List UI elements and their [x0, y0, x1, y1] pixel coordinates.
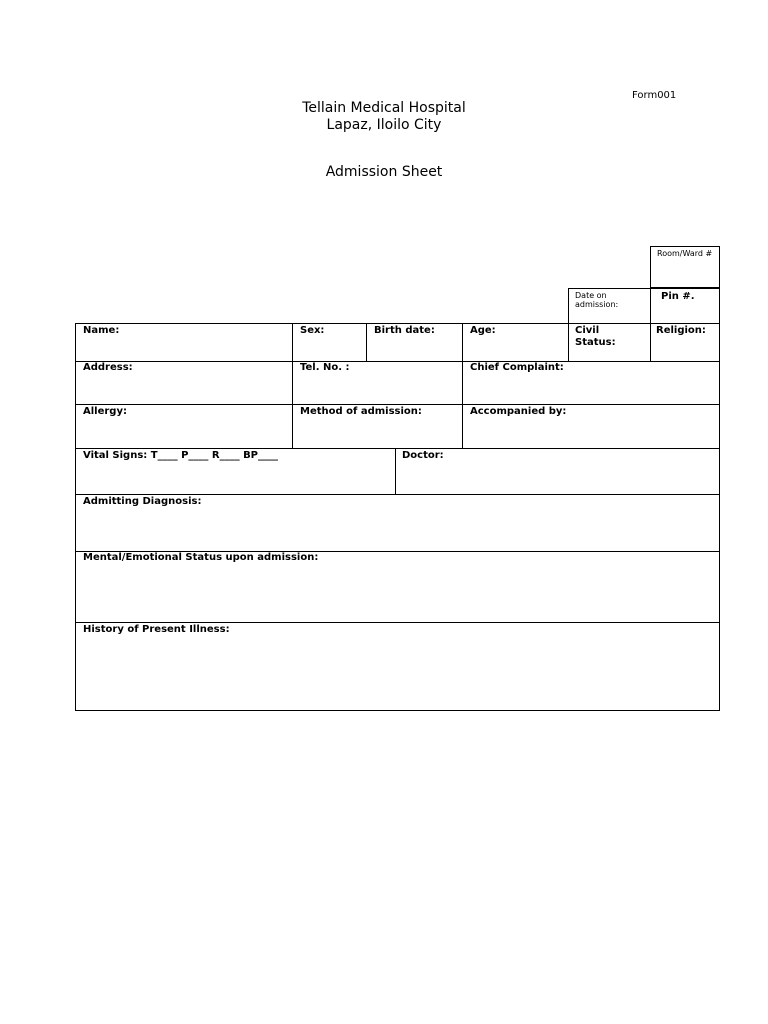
vital-signs-label: Vital Signs: T____ P____ R____ BP____: [83, 450, 279, 461]
pin-box[interactable]: [650, 288, 720, 324]
room-ward-label: Room/Ward #: [657, 249, 713, 258]
chief-complaint-label: Chief Complaint:: [470, 362, 564, 373]
row-divider: [75, 404, 720, 405]
admitting-diagnosis-label: Admitting Diagnosis:: [83, 496, 202, 507]
room-ward-box[interactable]: [650, 246, 720, 288]
hospital-header: [0, 100, 768, 134]
tel-no-label: Tel. No. :: [300, 362, 350, 373]
method-admission-label: Method of admission:: [300, 406, 422, 417]
history-label: History of Present Illness:: [83, 624, 230, 635]
accompanied-by-label: Accompanied by:: [470, 406, 567, 417]
col-divider: [568, 323, 569, 361]
civil-status-label: Civil Status:: [575, 325, 616, 348]
date-admission-label: Date on admission:: [575, 291, 619, 309]
hospital-address: Lapaz, Iloilo City: [326, 117, 442, 133]
col-divider: [292, 361, 293, 448]
row-divider: [75, 448, 720, 449]
religion-label: Religion:: [656, 325, 706, 336]
sheet-title: Admission Sheet: [325, 164, 443, 180]
address-label: Address:: [83, 362, 133, 373]
pin-label: Pin #.: [661, 291, 695, 302]
allergy-label: Allergy:: [83, 406, 127, 417]
age-label: Age:: [470, 325, 496, 336]
date-admission-box[interactable]: [568, 288, 651, 324]
col-divider: [395, 448, 396, 494]
admission-table: [75, 323, 720, 711]
col-divider: [462, 323, 463, 361]
mental-status-label: Mental/Emotional Status upon admission:: [83, 552, 319, 563]
col-divider: [366, 323, 367, 361]
col-divider: [650, 323, 651, 361]
name-label: Name:: [83, 325, 120, 336]
hospital-name: Tellain Medical Hospital: [302, 100, 466, 116]
form-code: Form001: [632, 90, 677, 101]
birth-date-label: Birth date:: [374, 325, 435, 336]
row-divider: [75, 622, 720, 623]
col-divider: [462, 361, 463, 448]
col-divider: [292, 323, 293, 361]
doctor-label: Doctor:: [402, 450, 444, 461]
row-divider: [75, 494, 720, 495]
sex-label: Sex:: [300, 325, 325, 336]
row-divider: [75, 361, 720, 362]
